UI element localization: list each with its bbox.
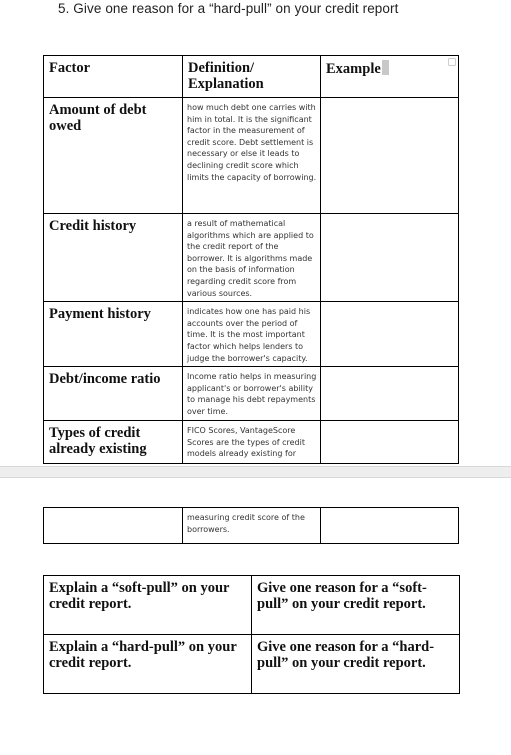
page-break [0, 466, 511, 478]
factor-cell: Credit history [44, 214, 183, 302]
soft-pull-explain-cell[interactable]: Explain a “soft-pull” on your credit report. [44, 576, 252, 635]
factor-cell: Amount of debt owed [44, 98, 183, 214]
definition-cell: measuring credit score of the borrowers. [183, 508, 321, 544]
text-cursor [382, 60, 389, 75]
definition-cell: FICO Scores, VantageScore Scores are the types of credit models already existing for [183, 421, 321, 464]
hard-pull-explain-cell[interactable]: Explain a “hard-pull” on your credit report. [44, 635, 252, 694]
table-row [44, 367, 459, 421]
table-row [44, 576, 460, 635]
table-row [44, 214, 459, 302]
header-definition: Definition/ Explanation [183, 56, 321, 98]
table-row [44, 508, 459, 544]
credit-pull-table [43, 575, 460, 694]
table-row [44, 635, 460, 694]
header-factor: Factor [44, 56, 183, 98]
credit-factors-table [43, 55, 459, 464]
table-row [44, 98, 459, 214]
table-row [44, 421, 459, 464]
factor-cell[interactable] [44, 508, 183, 544]
example-cell[interactable] [321, 214, 459, 302]
credit-factors-table-continued [43, 507, 459, 544]
cell-corner-icon [448, 58, 456, 66]
definition-cell: how much debt one carries with him in total. It is the significant factor in the measurement of credit score. Debt settlement is necessary or else it leads to declining credit score which limits the capacity of borrowing. [183, 98, 321, 214]
factor-cell: Debt/income ratio [44, 367, 183, 421]
soft-pull-reason-cell[interactable]: Give one reason for a “soft-pull” on your credit report. [252, 576, 460, 635]
factor-cell: Payment history [44, 302, 183, 367]
hard-pull-reason-cell[interactable]: Give one reason for a “hard-pull” on your credit report. [252, 635, 460, 694]
definition-cell: a result of mathematical algorithms which are applied to the credit report of the borrower. It is algorithms made on the basis of information regarding credit score from various sources. [183, 214, 321, 302]
table-row [44, 302, 459, 367]
question-text: 5. Give one reason for a “hard-pull” on your credit report [58, 1, 399, 16]
header-example-cell[interactable] [321, 56, 459, 98]
example-cell[interactable] [321, 302, 459, 367]
example-cell[interactable] [321, 508, 459, 544]
definition-cell: indicates how one has paid his accounts over the period of time. It is the most important factor which helps lenders to judge the borrower's capacity. [183, 302, 321, 367]
example-cell[interactable] [321, 367, 459, 421]
factor-cell: Types of credit already existing [44, 421, 183, 464]
table-header-row [44, 56, 459, 98]
definition-cell: Income ratio helps in measuring applicant's or borrower's ability to manage his debt repayments over time. [183, 367, 321, 421]
example-cell[interactable] [321, 98, 459, 214]
header-example: Example [326, 61, 381, 77]
example-cell[interactable] [321, 421, 459, 464]
